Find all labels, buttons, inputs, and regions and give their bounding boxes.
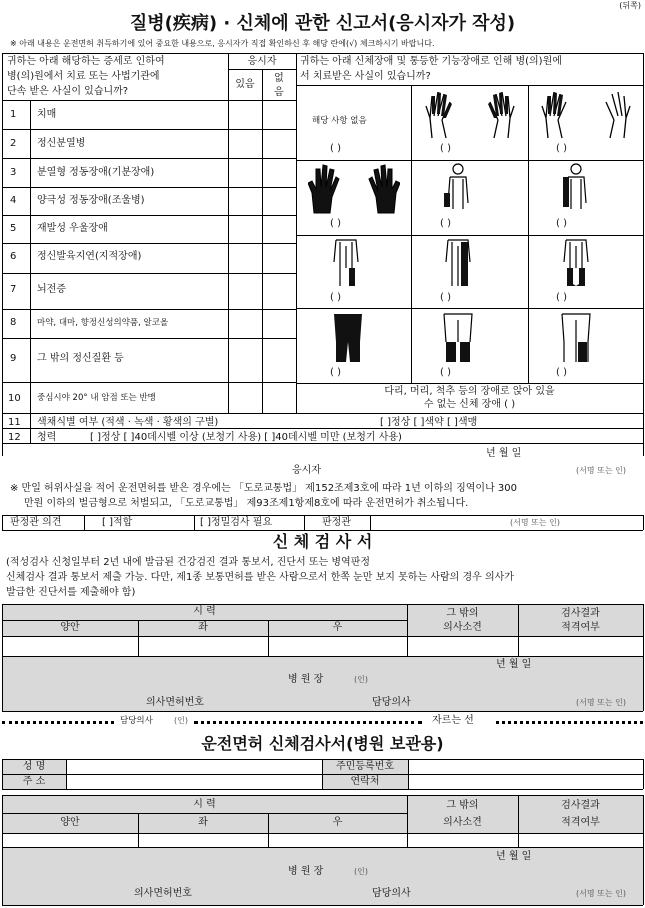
disability-checkbox[interactable]: ( ): [556, 367, 567, 378]
rrn-label: 주민등록번호: [336, 761, 394, 772]
disease-label: 치매: [37, 109, 57, 120]
result-header-2: 적격여부: [561, 622, 600, 633]
disease-yes-checkbox[interactable]: [229, 159, 261, 186]
both-hands-whole-icon: [308, 163, 400, 215]
disease-no-checkbox[interactable]: [263, 188, 295, 215]
disease-label: 정신분열병: [37, 138, 86, 149]
disability-checkbox[interactable]: ( ): [440, 143, 451, 154]
disease-question-line1: 귀하는 아래 해당하는 증세로 인하여: [7, 56, 165, 67]
hospital-seal[interactable]: (인): [354, 675, 368, 684]
cut-line-label: 자르는 선: [432, 715, 474, 726]
judge-signature-field[interactable]: (서명 또는 인): [510, 518, 560, 527]
disability-checkbox[interactable]: ( ): [330, 292, 341, 303]
yes-column-header: 있음: [235, 79, 255, 90]
no-column-header-2: 음: [274, 87, 284, 98]
disease-yes-checkbox[interactable]: [229, 383, 261, 412]
disease-number: 9: [10, 353, 17, 364]
judge-label: 판정관: [322, 517, 351, 528]
disease-label: 중심시야 20° 내 암점 또는 반맹: [37, 393, 156, 403]
cannot-sit-line2: 수 없는 신체 장애 ( ): [423, 399, 516, 410]
copy-both-eyes-input[interactable]: [3, 834, 138, 846]
disease-number: 2: [10, 138, 17, 149]
both-legs-whole-icon: [330, 312, 366, 364]
other-opinion-input[interactable]: [408, 637, 517, 655]
copy-left-eye-header: 좌: [198, 817, 208, 828]
result-input[interactable]: [519, 637, 642, 655]
contact-label: 연락처: [350, 776, 380, 787]
arm-partial-icon: [440, 163, 476, 215]
exam-date[interactable]: 년 월 일: [496, 659, 532, 670]
disease-number: 3: [10, 167, 17, 178]
copy-exam-date[interactable]: 년 월 일: [496, 851, 532, 862]
copy-title: 운전면허 신체검사서(병원 보관용): [201, 734, 444, 753]
disease-no-checkbox[interactable]: [263, 130, 295, 157]
declaration-date[interactable]: 년 월 일: [486, 448, 522, 459]
leg-lower-one-icon: [328, 238, 364, 290]
both-eyes-header: 양안: [60, 622, 80, 633]
name-input[interactable]: [67, 760, 321, 773]
disability-checkbox[interactable]: ( ): [330, 218, 341, 229]
copy-right-eye-input[interactable]: [269, 834, 406, 846]
copy-doctor-license-label: 의사면허번호: [134, 888, 192, 899]
hearing-label: 청력: [37, 432, 57, 443]
copy-result-input[interactable]: [519, 834, 642, 846]
copy-hospital-director-label: 병 원 장: [288, 866, 324, 877]
copy-result-header-2: 적격여부: [561, 817, 600, 828]
disease-label: 분열형 정동장애(기분장애): [37, 167, 155, 178]
disability-checkbox[interactable]: ( ): [556, 143, 567, 154]
disease-number: 4: [10, 195, 17, 206]
disability-question-line2: 서 치료받은 사실이 있습니까?: [300, 71, 431, 82]
cannot-sit-line1: 다리, 머리, 척추 등의 장애로 앉아 있을: [384, 386, 555, 397]
both-eyes-input[interactable]: [3, 637, 138, 655]
doctor-label: 담당의사: [372, 697, 411, 708]
disease-number: 1: [10, 109, 17, 120]
exam-title: 신 체 검 사 서: [272, 532, 373, 551]
disability-question-line1: 귀하는 아래 신체장애 및 통등한 기능장애로 인해 병(의)원에: [300, 56, 562, 67]
color-vision-label: 색채식별 여부 (적색 · 녹색 · 황색의 구별): [37, 417, 219, 428]
disease-yes-checkbox[interactable]: [229, 274, 261, 308]
row-number: 12: [8, 432, 21, 443]
copy-doctor-label: 담당의사: [372, 888, 411, 899]
both-legs-lower-icon: [440, 312, 476, 364]
row-number: 11: [8, 417, 21, 428]
disease-label: 재발성 우울장애: [37, 223, 108, 234]
disease-number: 5: [10, 223, 17, 234]
copy-doctor-signature-field[interactable]: (서명 또는 인): [576, 889, 626, 898]
copy-result-header-1: 검사결과: [561, 800, 600, 811]
disease-number: 10: [8, 393, 21, 404]
address-input[interactable]: [67, 775, 321, 788]
contact-input[interactable]: [409, 775, 642, 788]
address-label: 주 소: [22, 776, 46, 787]
copy-left-eye-input[interactable]: [139, 834, 267, 846]
one-hand-fingers-icon: [540, 88, 632, 140]
name-label: 성 명: [22, 761, 46, 772]
judge-detail-option[interactable]: [ ]정밀검사 필요: [200, 517, 273, 528]
disease-yes-checkbox[interactable]: [229, 244, 261, 272]
exam-desc-line2: 신체검사 결과 통보서 제출 가능. 다만, 제1종 보통면허를 받은 사람으로서 한쪽 눈만 보지 못하는 사람의 경우 의사가: [6, 572, 514, 583]
arm-whole-icon: [558, 163, 594, 215]
doctor-signature-field[interactable]: (서명 또는 인): [576, 698, 626, 707]
hospital-director-label: 병 원 장: [288, 674, 324, 685]
applicant-signature-label: 응시자: [292, 465, 321, 476]
disease-no-checkbox[interactable]: [263, 339, 295, 381]
warning-line2: 만원 이하의 벌금형으로 처벌되고, 「도로교통법」 제93조제1항제8호에 따라 운전면허가 취소됩니다.: [24, 498, 469, 509]
hearing-options[interactable]: [ ]정상 [ ]40데시벨 이상 (보청기 사용) [ ]40데시벨 미만 (보청기 사용): [90, 432, 402, 443]
disease-yes-checkbox[interactable]: [229, 101, 261, 128]
disability-checkbox[interactable]: ( ): [440, 367, 451, 378]
disease-yes-checkbox[interactable]: [229, 188, 261, 215]
page-side-label: (뒤쪽): [619, 1, 641, 10]
right-eye-input[interactable]: [269, 637, 406, 655]
disease-no-checkbox[interactable]: [263, 274, 295, 308]
left-eye-input[interactable]: [139, 637, 267, 655]
both-hands-fingers-icon: [424, 88, 516, 140]
disease-label: 그 밖의 정신질환 등: [37, 353, 124, 364]
vision-header: 시 력: [193, 606, 216, 617]
copy-other-opinion-header-1: 그 밖의: [446, 800, 479, 811]
copy-right-eye-header: 우: [332, 817, 343, 828]
disease-no-checkbox[interactable]: [263, 244, 295, 272]
cut-doctor-seal[interactable]: (인): [174, 716, 188, 725]
copy-other-opinion-header-2: 의사소견: [443, 817, 482, 828]
right-eye-header: 우: [332, 622, 343, 633]
disease-number: 7: [10, 284, 17, 295]
disease-number: 8: [10, 317, 17, 328]
disease-yes-checkbox[interactable]: [229, 339, 261, 381]
disability-checkbox[interactable]: ( ): [330, 143, 341, 154]
disability-checkbox[interactable]: ( ): [440, 218, 451, 229]
other-opinion-header-1: 그 밖의: [446, 608, 479, 619]
disease-label: 정신발육지연(지적장애): [37, 251, 142, 262]
disability-checkbox[interactable]: ( ): [440, 292, 451, 303]
disease-label: 뇌전증: [37, 284, 66, 295]
disease-number: 6: [10, 251, 17, 262]
disease-no-checkbox[interactable]: [263, 383, 295, 412]
exam-desc-line3: 발급한 진단서를 제출해야 함): [6, 587, 136, 598]
disability-checkbox[interactable]: ( ): [556, 292, 567, 303]
one-leg-lower-icon: [558, 312, 594, 364]
applicant-column-header: 응시자: [247, 56, 277, 67]
disability-checkbox[interactable]: ( ): [556, 218, 567, 229]
copy-vision-header: 시 력: [193, 799, 216, 810]
disease-no-checkbox[interactable]: [263, 310, 295, 337]
instruction-notice: ※ 아래 내용은 운전면허 취득하기에 있어 중요한 내용으로, 응시자가 직접 확인하신 후 해당 란에(√) 체크하시기 바랍니다.: [10, 39, 435, 48]
judge-ok-option[interactable]: [ ]적합: [102, 517, 133, 528]
judge-opinion-label: 판정관 의견: [10, 517, 62, 528]
disease-yes-checkbox[interactable]: [229, 130, 261, 157]
disease-question-line3: 단속 받은 사실이 있습니까?: [7, 86, 129, 97]
rrn-input[interactable]: [409, 760, 642, 773]
disease-yes-checkbox[interactable]: [229, 310, 261, 337]
disease-yes-checkbox[interactable]: [229, 216, 261, 242]
color-vision-options[interactable]: [ ]정상 [ ]색약 [ ]색맹: [380, 417, 478, 428]
disease-question-line2: 병(의)원에서 치료 또는 사법기관에: [7, 71, 160, 82]
disease-no-checkbox[interactable]: [263, 216, 295, 242]
left-eye-header: 좌: [198, 622, 208, 633]
disease-label: 양극성 정동장애(조울병): [37, 195, 145, 206]
copy-hospital-seal[interactable]: (인): [354, 867, 368, 876]
no-column-header-1: 없: [274, 73, 284, 84]
copy-both-eyes-header: 양안: [60, 817, 80, 828]
disease-no-checkbox[interactable]: [263, 159, 295, 186]
disease-label: 마약, 대마, 향정신성의약품, 알코올: [37, 318, 169, 328]
warning-line1: ※ 만일 허위사실을 적어 운전면허를 받은 경우에는 「도로교통법」 제152조제3호에 따라 1년 이하의 징역이나 300: [10, 483, 518, 494]
other-opinion-header-2: 의사소견: [443, 622, 482, 633]
doctor-license-label: 의사면허번호: [146, 697, 204, 708]
disability-checkbox[interactable]: ( ): [330, 367, 341, 378]
cut-doctor-label: 담당의사: [120, 716, 153, 726]
exam-desc-line1: (적성검사 신청일부터 2년 내에 발급된 건강검진 결과 통보서, 진단서 또는 병역판정: [6, 557, 371, 568]
applicant-signature-field[interactable]: (서명 또는 인): [576, 466, 626, 475]
copy-other-opinion-input[interactable]: [408, 834, 517, 846]
result-header-1: 검사결과: [561, 608, 600, 619]
none-label: 해당 사항 없음: [312, 116, 367, 126]
leg-one-whole-icon: [440, 238, 476, 290]
page-title: 질병(疾病) · 신체에 관한 신고서(응시자가 작성): [129, 13, 516, 34]
both-feet-icon: [558, 238, 594, 290]
disease-no-checkbox[interactable]: [263, 101, 295, 128]
